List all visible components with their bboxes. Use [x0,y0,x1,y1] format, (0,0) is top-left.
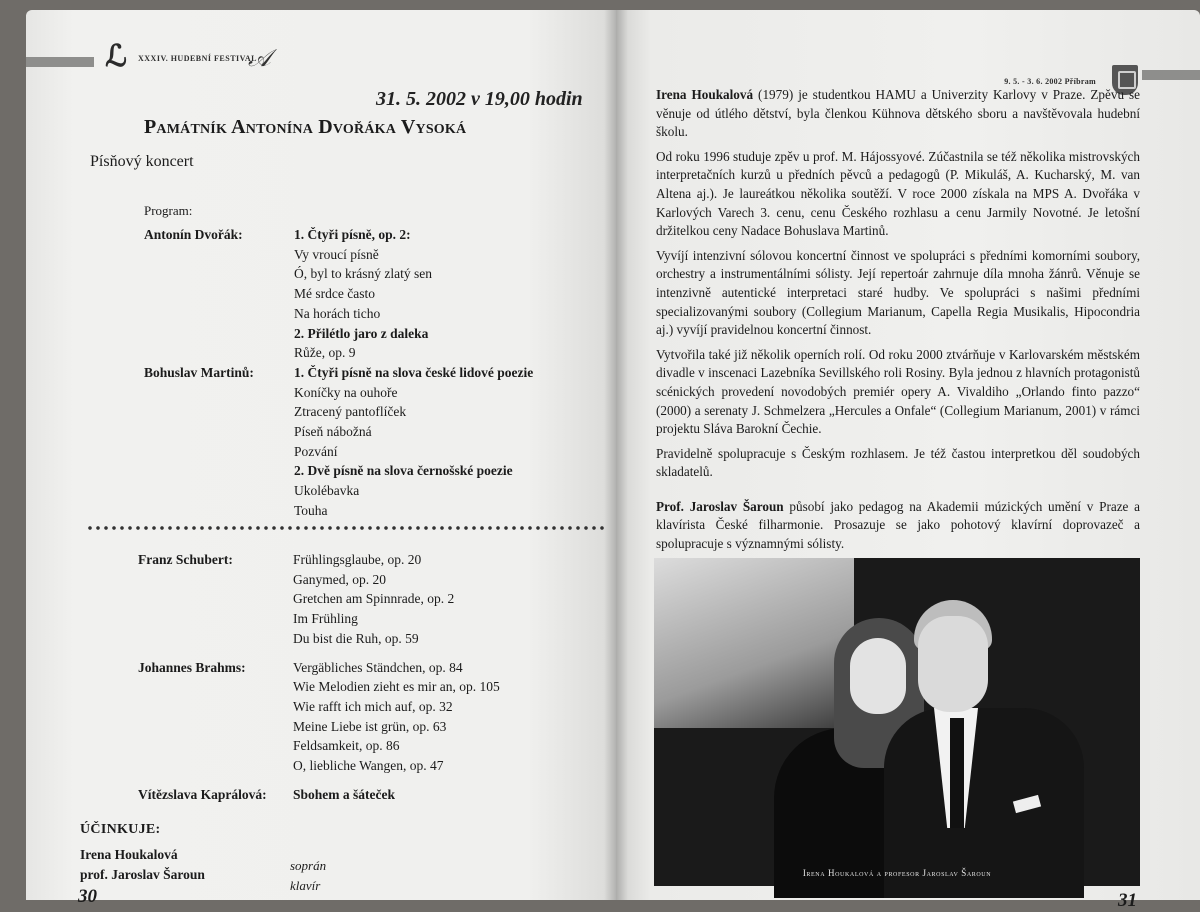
program-work [138,550,608,649]
piece-title: Touha [294,502,328,518]
festival-logo-icon: ℒ [105,40,127,73]
piece-title: Gretchen am Spinnrade, op. 2 [293,591,455,607]
performer-name: Irena Houkalová [80,847,178,862]
bio-paragraph: Prof. Jaroslav Šaroun působí jako pedagog na Akademii múzických umění v Praze a klavírista České filharmonie. Prosazuje se jako pohotový klavírní doprovazeč a spolupracuje s významnými sólisty. [656,498,1141,552]
performer-roles [290,856,326,896]
performer-role: klavír [290,878,321,893]
piece-title: Meine Liebe ist grün, op. 63 [293,718,447,734]
composer-name: Bohuslav Martinů: [144,364,254,380]
piece-title: Wie rafft ich mich auf, op. 32 [293,698,453,714]
bio-name: Irena Houkalová [656,87,754,102]
performers-heading: ÚČINKUJE: [80,822,161,837]
page-number-right: 31 [1118,890,1137,911]
bio-paragraph: Od roku 1996 studuje zpěv u prof. M. Hájossyové. Zúčastnila se též několika mistrovských interpretačních kurzů u předních pěvců a pedagogů (P. Mikuláš, A. Kucharský, M. van Altena aj.). Je laureátkou několika soutěží. V roce 2000 získala na MPS A. Dvořáka v Karlových Varech 3. cenu, cenu Českého rozhlasu a cenu Jarmily Novotné. Je letošní držitelkou ceny Nadace Bohuslava Martinů. [656,148,1140,239]
venue-title: Památník Antonína Dvořáka Vysoká [144,116,467,138]
festival-dates-header: 9. 5. - 3. 6. 2002 Příbram [1004,77,1096,86]
piece-list [293,785,608,805]
piece-title: Sbohem a šáteček [293,786,395,802]
piece-title: Du bist die Ruh, op. 59 [293,630,419,646]
piece-title: Vergäbliches Ständchen, op. 84 [293,659,463,675]
bio-name: Prof. Jaroslav Šaroun [656,498,784,514]
piece-title: Ganymed, op. 20 [293,571,386,587]
program-work [144,225,604,363]
header-bar-right [1142,70,1200,80]
piece-title: Na horách ticho [294,305,381,321]
book-gutter [604,10,628,900]
bio-paragraph: Irena Houkalová (1979) je studentkou HAMU a Univerzity Karlovy v Praze. Zpěvu se věnuje od útlého dětství, byla členkou Kühnova dětského sboru a navštěvovala hudební školu. [656,87,1140,140]
program-label: Program: [144,203,193,218]
piece-list [293,550,608,649]
page-number-left: 30 [78,886,97,907]
piece-list [293,658,608,776]
piece-title: Mé srdce často [294,286,375,302]
piece-title: Koníčky na ouhoře [294,384,398,400]
piece-list [294,225,604,363]
dotted-divider [86,525,604,531]
program-section-2 [138,550,608,813]
left-page [26,10,616,907]
performer-name: prof. Jaroslav Šaroun [80,867,205,882]
performers-photo [654,558,1140,886]
piece-title: Vy vroucí písně [294,246,379,262]
header-bar-left [26,57,94,67]
piece-title: Ukolébavka [294,483,360,499]
bio-paragraph: Pravidelně spolupracuje s Českým rozhlasem. Je též častou interpretkou děl soudobých skladatelů. [656,445,1140,480]
piece-title: Feldsamkeit, op. 86 [293,738,400,754]
piece-title: Im Frühling [293,611,358,627]
piece-title: Frühlingsglaube, op. 20 [293,552,422,567]
piece-title: 2. Dvě písně na slova černošské poezie [294,463,513,479]
piece-title: Ztracený pantoflíček [294,404,407,420]
program-section-1 [144,225,604,521]
piece-title: Růže, op. 9 [294,345,356,361]
piece-title: 1. Čtyři písně, op. 2: [294,227,411,242]
piece-title: 2. Přilétlo jaro z daleka [294,325,429,341]
bio-paragraph: Vyvíjí intenzivní sólovou koncertní činnost ve spolupráci s předními komorními soubory, orchestry a instrumentálními sólisty. Její repertoár zahrnuje díla mnoha žánrů. Věnuje se intenzivně autentické interpretaci staré hudby. Ve spolupráci s našimi předními specializovanými soubory (Collegium Marianum, Capella Regia Musikalis, Hipocondria aj.) vyvíjí pravidelnou koncertní činnost. [656,247,1140,338]
concert-date: 31. 5. 2002 v 19,00 hodin [376,88,583,110]
flourish-icon: 𝒜 [248,46,271,72]
piece-title: Pozvání [294,443,338,459]
composer-name: Antonín Dvořák: [144,227,243,242]
piece-title: Wie Melodien zieht es mir an, op. 105 [293,679,500,695]
concert-subtitle: Písňový koncert [90,153,194,170]
composer-name: Franz Schubert: [138,552,233,567]
right-page [616,10,1200,911]
piece-title: Píseň nábožná [294,424,372,440]
biography [656,86,1140,560]
composer-name: Vítězslava Kaprálová: [138,786,267,802]
performer-role: soprán [290,858,327,873]
piece-title: Ó, byl to krásný zlatý sen [294,266,432,282]
bio-paragraph: Vytvořila také již několik operních rolí. Od roku 2000 ztvárňuje v Karlovarském městském divadle v inscenaci Lazebníka Sevillského roli Rosiny. Byla jednou z hlavních protagonistů scénických provedení novodobých premiér opery A. Vivaldiho „Orlando finto pazzo“ (2000) a serenaty J. Schmelzera „Hercules a Onfale“ (Collegium Marianum, 2001) v rámci projektu Sláva Barokní Čechie. [656,346,1140,437]
festival-header: XXXIV. HUDEBNÍ FESTIVAL [138,54,258,63]
program-work [144,363,604,521]
photo-caption: Irena Houkalová a profesor Jaroslav Šaroun [802,868,992,878]
program-work [138,658,608,776]
piece-title: O, liebliche Wangen, op. 47 [293,758,444,774]
piece-title: 1. Čtyři písně na slova české lidové poezie [294,364,534,380]
composer-name: Johannes Brahms: [138,659,246,675]
performer-names [80,845,205,885]
piece-list [294,363,604,521]
program-work [138,785,608,805]
